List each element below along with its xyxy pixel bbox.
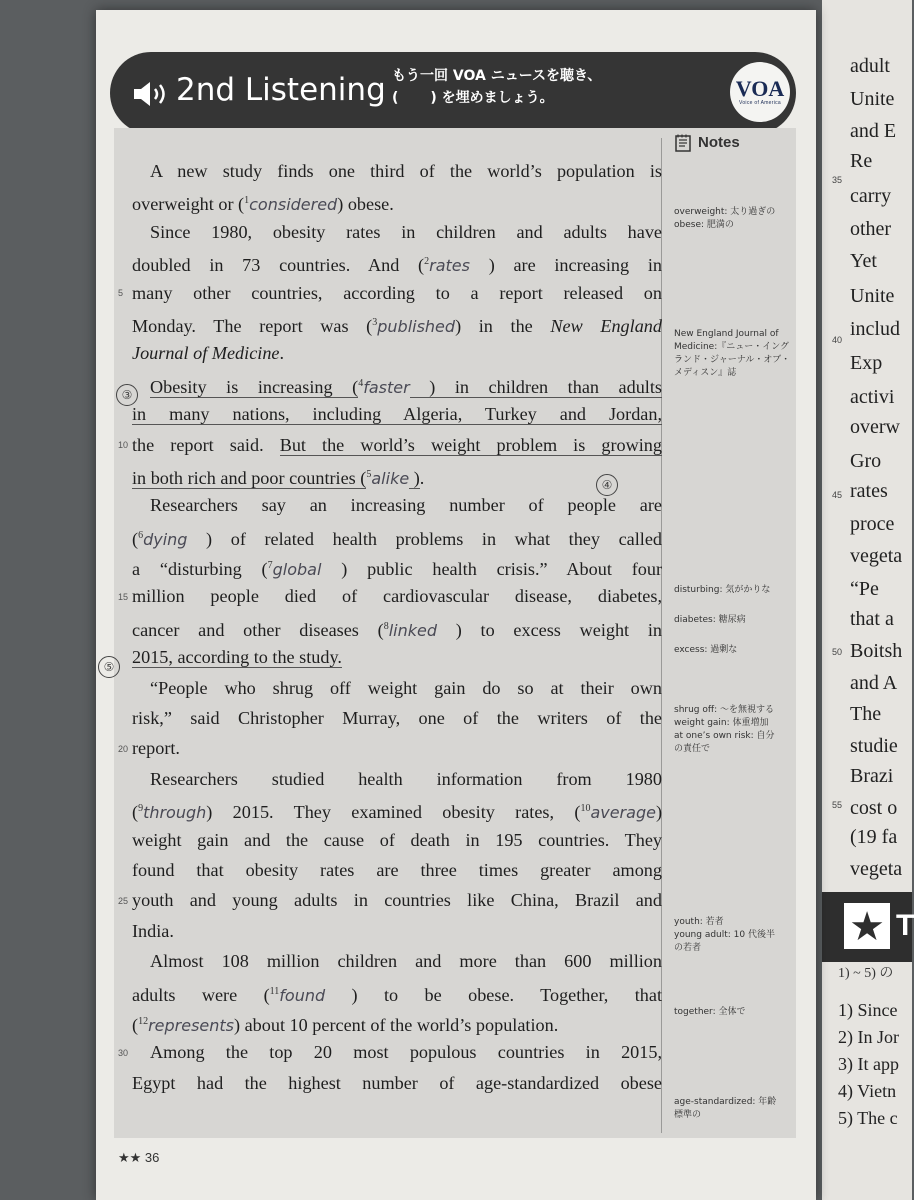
text-run: ) [655,802,662,823]
text-run: ( [132,1015,139,1035]
facing-line-number: 40 [832,335,843,345]
note-entry [674,584,794,597]
blank-number: 4 [358,377,364,389]
handwritten-answer: through [143,803,207,823]
text-run: Almost 108 million children and more than 600 million [150,951,662,972]
facing-line-number: 45 [832,490,843,500]
text-line [132,460,662,490]
facing-page-text: Re [850,150,873,172]
facing-page-text: activi [850,386,895,408]
text-run: ) to excess weight in [436,619,662,640]
note-entry [674,1006,794,1019]
text-run: Since 1980, obesity rates in children and adults have [150,221,662,242]
text-line [132,673,662,703]
facing-page-text: The [850,703,882,725]
note-line: diabetes: 糖尿病 [674,615,746,625]
speaker-icon [132,80,172,108]
text-line [132,247,662,277]
text-line [132,977,662,1007]
blank-number: 7 [267,560,273,572]
blank-number: 5 [366,468,372,480]
facing-page-text: “Pe [850,578,879,600]
text-line [132,490,662,520]
text-line [132,369,662,399]
notebook-icon [674,134,692,152]
note-line: の若者 [674,943,702,953]
line-number: 10 [118,439,129,450]
underlined-text: ) [409,467,420,488]
facing-line-number: 50 [832,647,843,657]
italic-title: New England [550,316,662,337]
text-run: million people died of cardiovascular disease, diabetes, [132,586,662,607]
note-entry [674,328,794,380]
handwritten-answer: represents [148,1016,234,1035]
text-run: weight gain and the cause of death in 195 countries. They [132,829,662,850]
text-line [132,430,662,460]
facing-page-text: Brazi [850,765,894,787]
facing-page-text: that a [850,608,894,630]
text-run: Researchers studied health information from 1980 [150,768,662,789]
text-run: ) in the [455,316,551,337]
note-line: New England Journal of [674,329,779,339]
page-number: ★★ 36 [118,1150,160,1165]
blank-number: 2 [424,256,430,268]
text-line [132,794,662,824]
text-run: ) obese. [337,194,394,215]
facing-page-text: other [850,218,892,240]
underlined-text: ) in children than adults [409,376,662,397]
underlined-text: Obesity is increasing ( [150,376,359,397]
text-run: ( [132,802,139,823]
facing-page-text: carry [850,185,892,207]
underlined-text: But the world’s weight problem is growing [279,434,662,455]
text-line [132,946,662,976]
text-run: ) about 10 percent of the world’s population. [234,1015,559,1035]
text-run: ( [132,528,139,549]
facing-page-text: and E [850,120,897,142]
task-instruction: 1) ~ 5) の [838,966,894,981]
facing-page-text: adult [850,55,890,77]
note-line: disturbing: 気がかりな [674,585,771,595]
note-line: age-standardized: 年齢 [674,1097,777,1107]
line-number: 30 [118,1047,129,1058]
text-run: report. [132,738,180,759]
text-run: the report said. [132,434,280,455]
question-item: 3) It app [838,1054,899,1074]
text-run: ) 2015. They examined obesity rates, ( [206,802,581,823]
star-icon: ★ [844,903,890,949]
facing-page-text: vegeta [850,545,903,567]
note-line: weight gain: 体重増加 [674,718,769,728]
text-line [132,581,662,611]
circle-mark-3: ③ [116,384,138,406]
handwritten-answer: faster [363,377,410,397]
blank-number: 6 [138,529,144,541]
note-line: の責任で [674,744,711,754]
text-run: youth and young adults in countries like China, Brazil and [132,890,662,911]
note-line: together: 全体で [674,1007,746,1017]
text-run: India. [132,920,174,941]
text-line [132,399,662,429]
text-line [132,916,662,946]
note-entry [674,704,794,756]
section-title: 2nd Listening [176,72,386,108]
note-line: youth: 若者 [674,917,724,927]
facing-page-text: rates [850,480,888,502]
note-line: shrug off: ～を無視する [674,705,774,715]
note-line: 標準の [674,1110,702,1120]
text-run: ) of related health problems in what they called [187,528,662,549]
underlined-text: in many nations, including Algeria, Turkey and Jordan, [132,404,662,425]
text-run: a “disturbing ( [132,559,268,580]
facing-page-text: vegeta [850,858,903,880]
text-run: ) public health crisis.” About four [321,559,662,580]
note-line: Medicine:『ニュー・イング [674,342,790,352]
circle-mark-5: ⑤ [98,656,120,678]
section-header [110,52,796,134]
text-line [132,186,662,216]
note-entry [674,1096,794,1122]
text-run: ) to be obese. Together, that [325,984,662,1005]
question-item: 5) The c [838,1108,898,1128]
text-run: Among the top 20 most populous countries in 2015, [150,1042,662,1063]
handwritten-answer: global [272,560,322,580]
facing-page-text: includ [850,318,900,340]
facing-page-text: studie [850,735,898,757]
line-number: 5 [118,287,124,298]
facing-page-text: overw [850,416,900,438]
text-line [132,217,662,247]
blank-number: 12 [138,1015,149,1027]
text-line [132,338,662,368]
section-instruction: もう一回 VOA ニュースを聴き、 ( ) を埋めましょう。 [392,68,602,106]
handwritten-answer: dying [143,529,188,549]
handwritten-answer: found [279,985,326,1005]
textbook-page [96,10,816,1200]
blank-number: 10 [580,803,591,815]
handwritten-answer: linked [388,620,437,640]
text-run: adults were ( [132,984,270,1005]
facing-page-text: proce [850,513,895,535]
note-line: ランド・ジャーナル・オブ・ [674,355,791,365]
text-run: Monday. The report was ( [132,316,373,337]
blank-number: 9 [138,803,144,815]
text-line [132,521,662,551]
underlined-text: in both rich and poor countries ( [132,467,367,488]
text-run: . [419,467,425,488]
question-item: 4) Vietn [838,1081,897,1101]
note-line: excess: 過剰な [674,645,738,655]
blank-number: 8 [383,620,389,632]
text-line [132,703,662,733]
text-line [132,885,662,915]
note-entry [674,206,794,232]
article-text [132,156,662,1098]
notes-heading: Notes [674,134,740,152]
handwritten-answer: rates [429,256,470,276]
text-run: overweight or ( [132,194,245,215]
text-run: “People who shrug off weight gain do so at their own [150,677,662,698]
text-line [132,825,662,855]
italic-title: Journal of Medicine [132,343,280,364]
note-entry [674,916,794,955]
circle-mark-4: ④ [596,474,618,496]
text-run: . [279,343,285,364]
text-run: Researchers say an increasing number of people are [150,495,662,516]
question-item: 1) Since [838,1000,898,1020]
text-line [132,551,662,581]
text-line [132,764,662,794]
facing-page-text: Gro [850,450,882,472]
blank-number: 11 [269,985,280,997]
question-item: 2) In Jor [838,1027,899,1047]
blank-number: 1 [244,195,250,207]
text-run: many other countries, according to a report released on [132,282,662,303]
voa-logo: VOA Voice of America [730,62,790,122]
text-line [132,1037,662,1067]
facing-page-text: (19 fa [850,826,898,848]
facing-line-number: 35 [832,175,843,185]
text-run: ) are increasing in [469,255,662,276]
text-run: doubled in 73 countries. And ( [132,255,425,276]
facing-page-text: cost o [850,797,898,819]
facing-page-text: Exp [850,352,883,374]
text-line [132,612,662,642]
line-number: 20 [118,743,129,754]
text-line [132,278,662,308]
facing-page-text: Yet [850,250,877,272]
underlined-text: 2015, according to the study. [132,647,342,668]
note-line: at one’s own risk: 自分 [674,731,775,741]
handwritten-answer: considered [249,195,338,215]
task-title: T [896,909,914,942]
text-run: found that obesity rates are three times greater among [132,859,662,880]
text-line [132,1068,662,1098]
note-entry [674,614,794,627]
facing-page-text: Unite [850,285,895,307]
handwritten-answer: alike [371,468,410,488]
handwritten-answer: published [377,317,456,337]
note-entry [674,644,794,657]
note-line: obese: 肥満の [674,220,734,230]
text-line [132,1007,662,1037]
text-run: risk,” said Christopher Murray, one of the writers of the [132,708,662,729]
line-number: 25 [118,895,129,906]
facing-line-number: 55 [832,800,843,810]
facing-page [822,0,912,1200]
text-line [132,642,662,672]
text-run: A new study finds one third of the world’s population is [150,161,662,181]
text-run: Egypt had the highest number of age-standardized obese [132,1072,662,1093]
text-run: cancer and other diseases ( [132,619,384,640]
facing-page-text: Boitsh [850,640,903,662]
text-line [132,855,662,885]
note-line: young adult: 10 代後半 [674,930,775,940]
text-line [132,733,662,763]
facing-page-text: and A [850,672,898,694]
note-line: overweight: 太り過ぎの [674,207,776,217]
line-number: 15 [118,591,129,602]
text-line [132,156,662,186]
note-line: メディスン』誌 [674,368,737,378]
facing-page-text: Unite [850,88,895,110]
handwritten-answer: average [590,803,656,823]
blank-number: 3 [372,316,378,328]
text-line [132,308,662,338]
